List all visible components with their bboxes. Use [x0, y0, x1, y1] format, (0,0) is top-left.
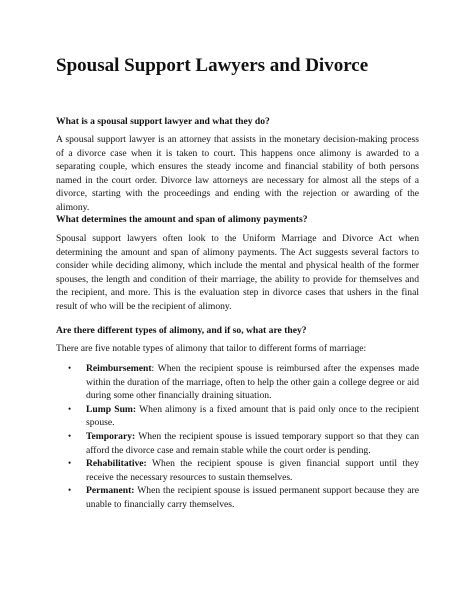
section-paragraph-determines: Spousal support lawyers often look to the Uniform Marriage and Divorce Act when determining the amount and span of alimony payments. The Act suggests several factors to consider while deciding alimony, which include the mental and physical health of the former spouses, the length and condition of their marriage, the ability to provide for themselves and the recipient, and more. This is the evaluation step in divorce cases that ushers in the final result of who will be the recipient of alimony. — [56, 233, 419, 312]
section-heading-types: Are there different types of alimony, and if so, what are they? — [56, 325, 307, 336]
section-heading-what-is: What is a spousal support lawyer and what they do? — [56, 116, 270, 127]
types-intro-text: There are five notable types of alimony that tailor to different forms of marriage: — [56, 343, 367, 354]
bullet-icon: • — [68, 403, 72, 414]
alimony-type-description: When alimony is a fixed amount that is paid only once to the recipient spouse. — [86, 403, 419, 429]
alimony-type-description: When the recipient spouse is given financial support until they receive the necessary resources to sustain themselves. — [86, 458, 419, 483]
list-item-lump-sum — [56, 403, 419, 430]
list-item-reimbursement — [56, 362, 419, 403]
alimony-type-description: When the recipient spouse is issued temporary support so that they can afford the divorce case and remain stable while the court order is pending. — [86, 430, 419, 456]
bullet-icon: • — [68, 485, 72, 496]
alimony-type-term: Lump Sum: — [86, 403, 137, 415]
bullet-icon: • — [68, 430, 72, 441]
alimony-type-term: Temporary: — [86, 430, 136, 442]
alimony-type-term: Rehabilitative: — [86, 458, 147, 470]
alimony-type-description: When the recipient spouse is issued permanent support because they are unable to financially carry themselves. — [86, 485, 419, 510]
alimony-type-separator: : — [151, 363, 155, 374]
alimony-types-list — [56, 362, 419, 512]
section-heading-determines: What determines the amount and span of alimony payments? — [56, 214, 308, 225]
alimony-type-term: Permanent: — [86, 485, 135, 497]
bullet-icon: • — [68, 363, 72, 373]
page-title: Spousal Support Lawyers and Divorce — [56, 55, 369, 76]
alimony-type-description: When the recipient spouse is reimbursed after the expenses made within the duration of the marriage, often to help the other gain a college degree or aid during some other financially draining situation. — [86, 363, 419, 402]
bullet-icon: • — [68, 458, 72, 469]
list-item-permanent — [56, 484, 419, 511]
alimony-type-term: Reimbursement — [86, 363, 152, 374]
list-item-temporary — [56, 430, 419, 457]
list-item-rehabilitative — [56, 457, 419, 484]
section-paragraph-what-is: A spousal support lawyer is an attorney that assists in the monetary decision-making process of a divorce case when it is taken to court. This happens once alimony is awarded to a separating couple, which ensures the steady income and financial stability of both persons named in the court order. Divorce law attorneys are necessary for almost all the steps of a divorce, starting with the proceedings and ending with the rejection or awarding of the alimony. — [56, 134, 419, 213]
